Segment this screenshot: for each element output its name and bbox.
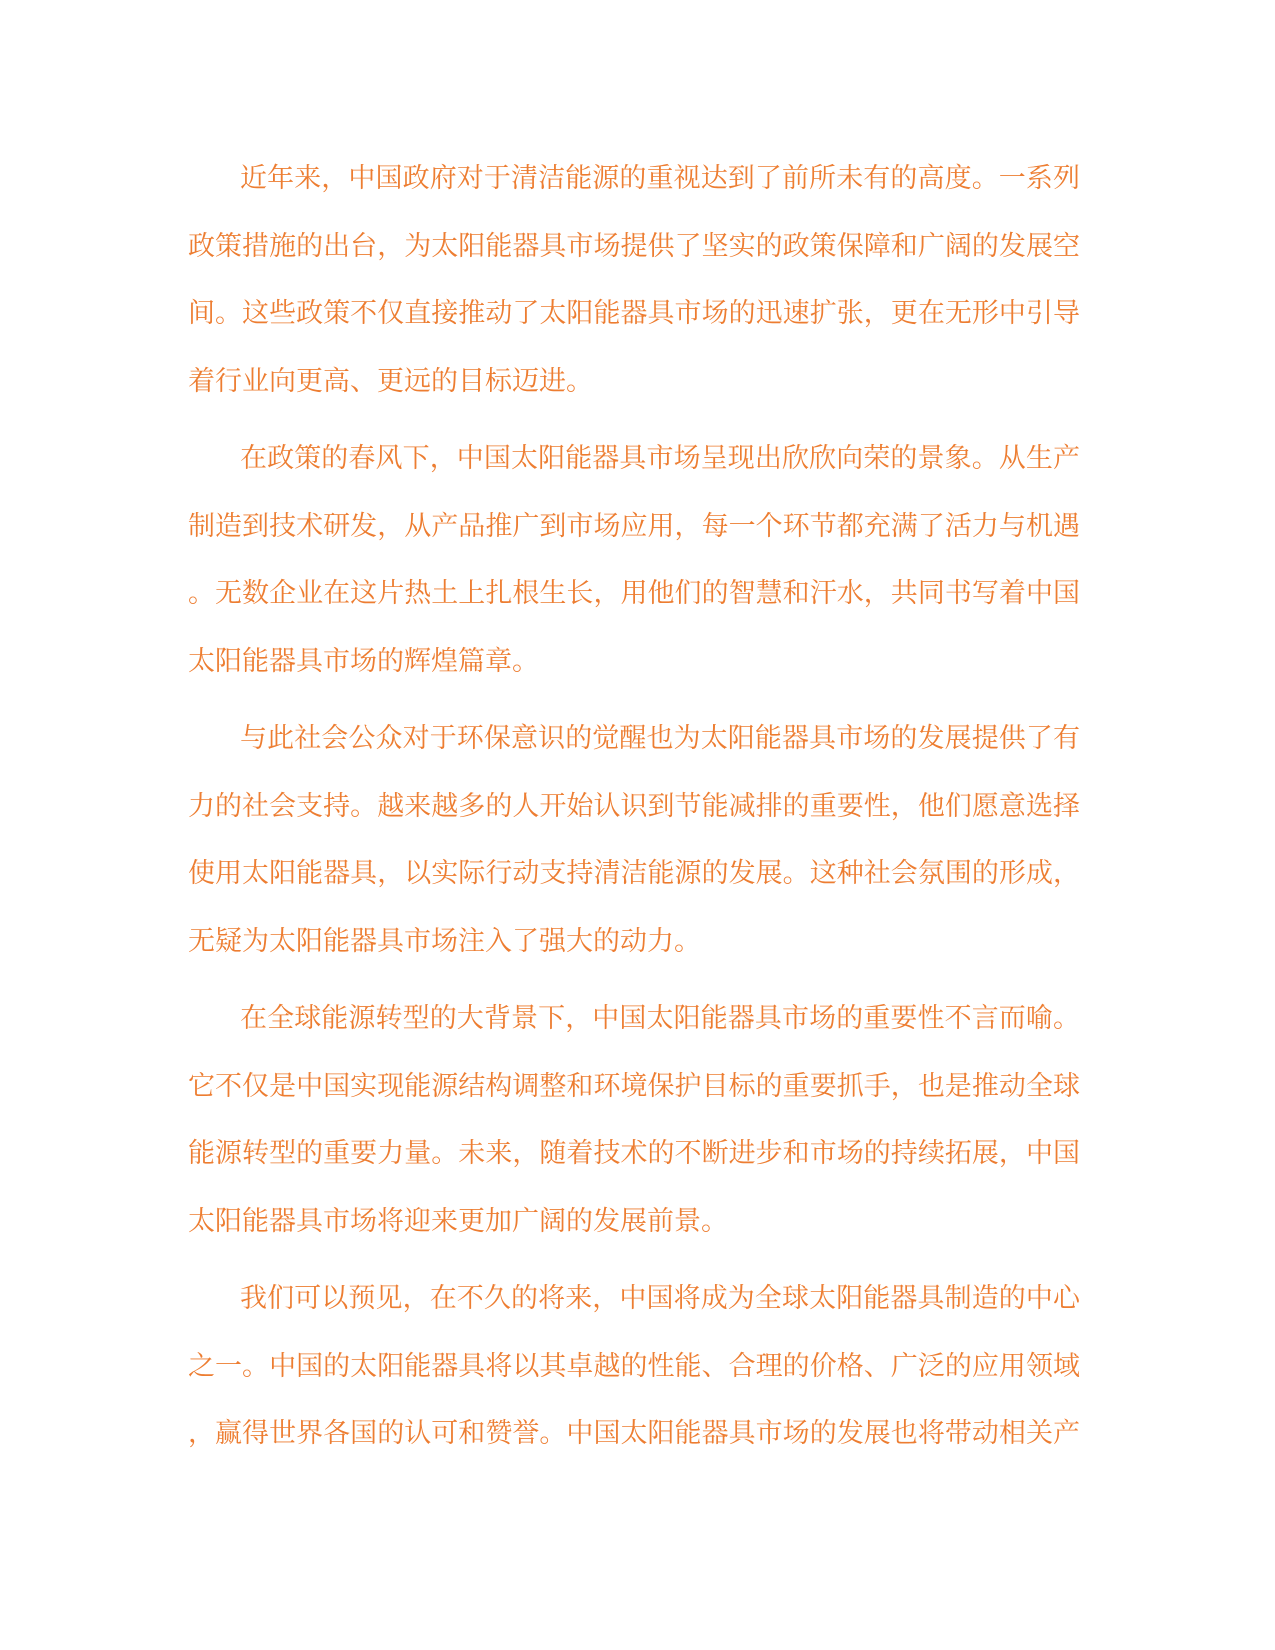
text-line: 制造到技术研发，从产品推广到市场应用，每一个环节都充满了活力与机遇 <box>188 510 1080 541</box>
text-line: 在全球能源转型的大背景下，中国太阳能器具市场的重要性不言而喻。 <box>240 1003 1080 1033</box>
text-line: 力的社会支持。越来越多的人开始认识到节能减排的重要性，他们愿意选择 <box>188 790 1080 821</box>
paragraph <box>188 705 1080 975</box>
paragraph <box>188 425 1080 695</box>
paragraph <box>188 145 1080 415</box>
text-line: 政策措施的出台，为太阳能器具市场提供了坚实的政策保障和广阔的发展空 <box>188 230 1080 261</box>
text-line: 与此社会公众对于环保意识的觉醒也为太阳能器具市场的发展提供了有 <box>240 723 1080 753</box>
text-line: 之一。中国的太阳能器具将以其卓越的性能、合理的价格、广泛的应用领域 <box>188 1350 1080 1381</box>
text-line: 它不仅是中国实现能源结构调整和环境保护目标的重要抓手，也是推动全球 <box>188 1070 1080 1101</box>
text-line: 能源转型的重要力量。未来，随着技术的不断进步和市场的持续拓展，中国 <box>188 1138 1080 1168</box>
text-line: 。无数企业在这片热土上扎根生长，用他们的智慧和汗水，共同书写着中国 <box>188 578 1080 608</box>
text-line: 太阳能器具市场将迎来更加广阔的发展前景。 <box>188 1205 728 1236</box>
text-line: 近年来，中国政府对于清洁能源的重视达到了前所未有的高度。一系列 <box>240 163 1080 193</box>
text-line: ，赢得世界各国的认可和赞誉。中国太阳能器具市场的发展也将带动相关产 <box>188 1418 1080 1448</box>
text-line: 太阳能器具市场的辉煌篇章。 <box>188 645 539 676</box>
paragraph <box>188 1265 1080 1468</box>
text-line: 使用太阳能器具，以实际行动支持清洁能源的发展。这种社会氛围的形成， <box>188 858 1080 888</box>
text-line: 在政策的春风下，中国太阳能器具市场呈现出欣欣向荣的景象。从生产 <box>240 443 1080 473</box>
text-line: 我们可以预见，在不久的将来，中国将成为全球太阳能器具制造的中心 <box>240 1283 1080 1313</box>
text-line: 着行业向更高、更远的目标迈进。 <box>188 365 593 396</box>
text-line: 间。这些政策不仅直接推动了太阳能器具市场的迅速扩张，更在无形中引导 <box>188 298 1080 328</box>
document-text-block <box>188 145 1080 1468</box>
paragraph <box>188 985 1080 1255</box>
text-line: 无疑为太阳能器具市场注入了强大的动力。 <box>188 925 701 956</box>
